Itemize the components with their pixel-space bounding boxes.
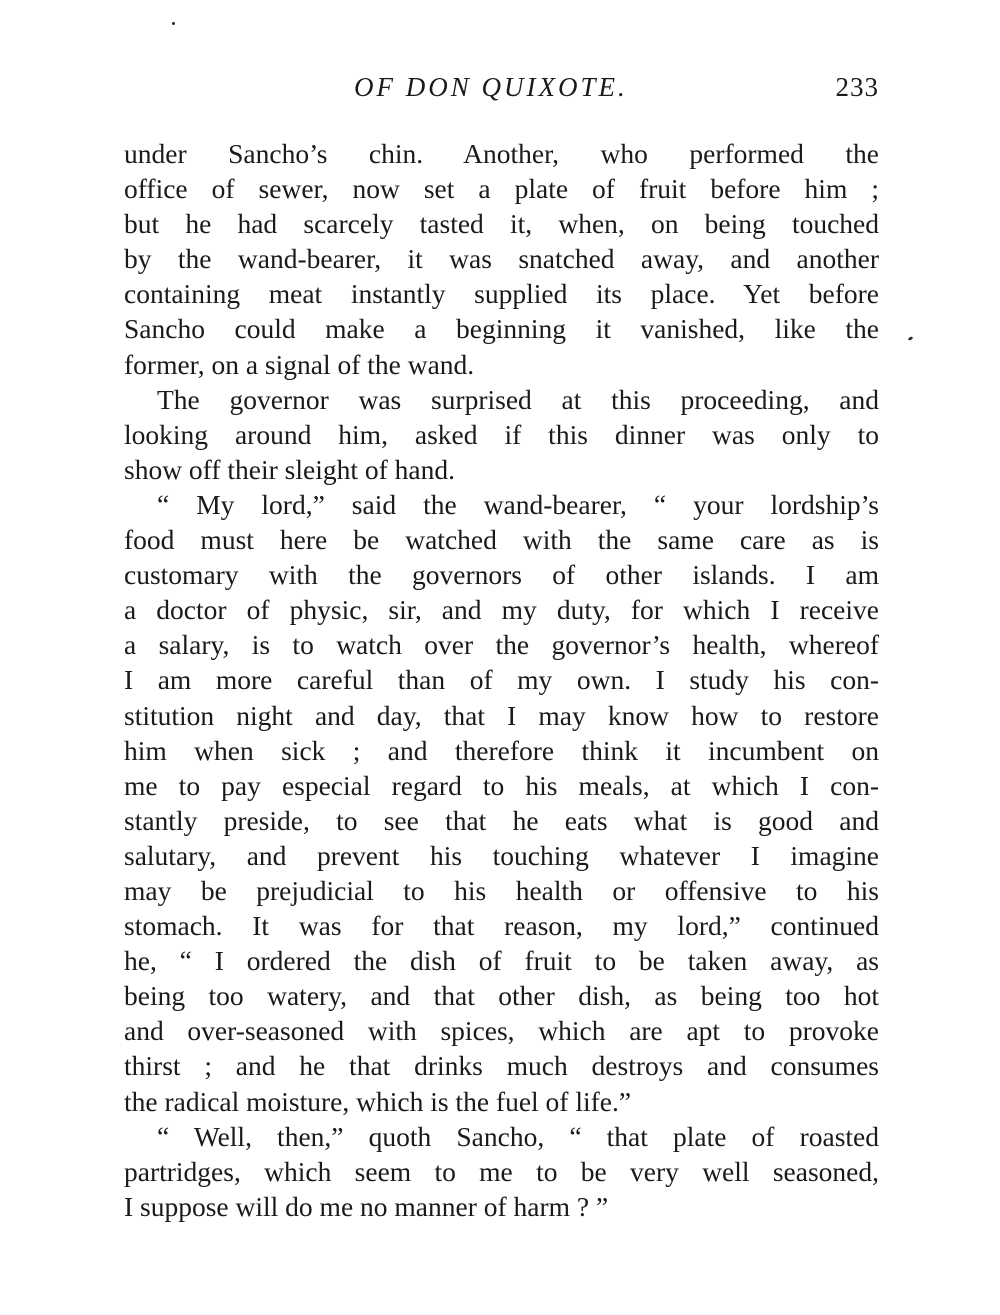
text-line: salutary, and prevent his touching whatever I imagine [124, 839, 879, 871]
text-line: “ Well, then,” quoth Sancho, “ that plate of roasted [157, 1120, 879, 1152]
running-title: OF DON QUIXOTE. [354, 72, 628, 102]
page-header [124, 72, 879, 106]
text-line: partridges, which seem to me to be very well seasoned, [124, 1155, 879, 1187]
ink-speck [908, 336, 914, 341]
text-line: by the wand-bearer, it was snatched away, and another [124, 243, 879, 275]
text-line: stantly preside, to see that he eats what is good and [124, 804, 879, 836]
ink-speck [172, 22, 175, 25]
text-line: food must here be watched with the same care as is [124, 524, 879, 556]
text-line: may be prejudicial to his health or offensive to his [124, 874, 879, 906]
text-line: him when sick ; and therefore think it incumbent on [124, 734, 879, 766]
page-number: 233 [835, 72, 879, 102]
body-text [124, 136, 879, 1224]
text-line: former, on a signal of the wand. [124, 348, 475, 380]
text-line: looking around him, asked if this dinner was only to [124, 418, 879, 450]
text-line: me to pay especial regard to his meals, at which I con- [124, 769, 879, 801]
text-line: stitution night and day, that I may know how to restore [124, 699, 879, 731]
text-line: I am more careful than of my own. I study his con- [124, 664, 879, 696]
text-line: customary with the governors of other islands. I am [124, 559, 879, 591]
text-line: containing meat instantly supplied its place. Yet before [124, 278, 879, 310]
text-line: but he had scarcely tasted it, when, on being touched [124, 208, 879, 240]
text-line: he, “ I ordered the dish of fruit to be taken away, as [124, 945, 879, 977]
text-line: under Sancho’s chin. Another, who performed the [124, 138, 879, 169]
text-line: a doctor of physic, sir, and my duty, for which I receive [124, 594, 879, 626]
text-line: Sancho could make a beginning it vanished, like the [124, 313, 879, 345]
text-line: The governor was surprised at this proceeding, and [157, 383, 879, 415]
text-line: show off their sleight of hand. [124, 453, 455, 485]
text-line: thirst ; and he that drinks much destroys and consumes [124, 1050, 879, 1082]
text-line: office of sewer, now set a plate of fruit before him ; [124, 173, 879, 205]
text-line: a salary, is to watch over the governor’s health, whereof [124, 629, 879, 661]
text-line: the radical moisture, which is the fuel of life.” [124, 1085, 632, 1117]
text-line: stomach. It was for that reason, my lord,” continued [124, 910, 879, 942]
text-line: and over-seasoned with spices, which are apt to provoke [124, 1015, 879, 1047]
text-line: “ My lord,” said the wand-bearer, “ your lordship’s [157, 488, 879, 520]
text-line: I suppose will do me no manner of harm ? ” [124, 1190, 609, 1222]
text-line: being too watery, and that other dish, as being too hot [124, 980, 879, 1012]
